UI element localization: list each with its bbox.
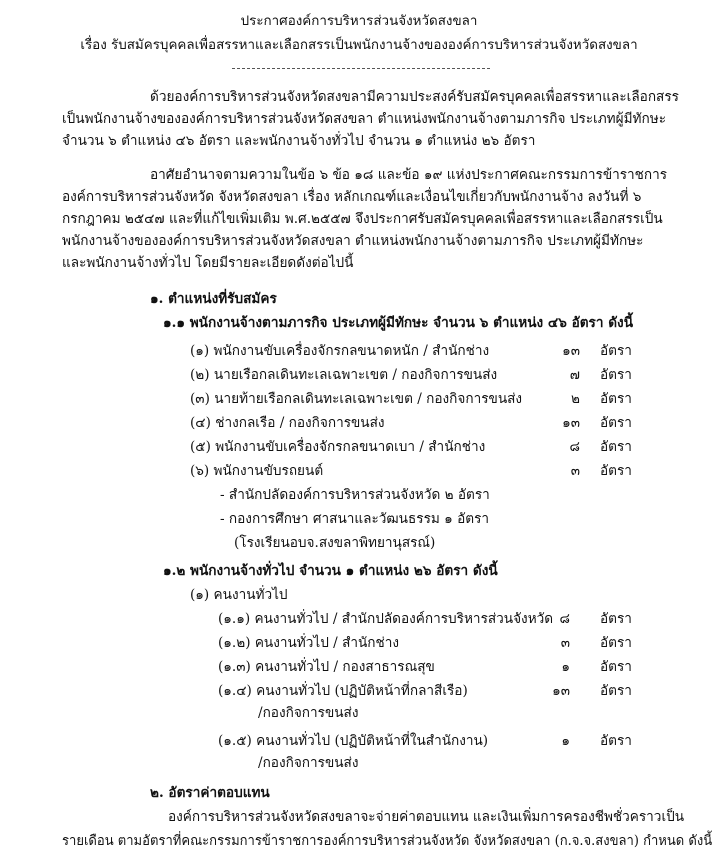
s12-item5-unit: อัตรา [600, 733, 632, 749]
s12-item4-unit: อัตรา [600, 683, 632, 699]
s11-item4-label: (๔) ช่างกลเรือ / กองกิจการขนส่ง [190, 415, 385, 431]
s11-item6-unit: อัตรา [600, 463, 632, 479]
s11-item2-label: (๒) นายเรือกลเดินทะเลเฉพาะเขต / กองกิจการขนส่ง [190, 367, 498, 383]
s11-item1-count: ๑๓ [562, 343, 580, 359]
intro-p2-line2: องค์การบริหารส่วนจังหวัด จังหวัดสงขลา เรื่อง หลักเกณฑ์และเงื่อนไขเกี่ยวกับพนักงานจ้าง ลงวันที่ ๖ [62, 189, 642, 205]
intro-p2-line4: พนักงานจ้างขององค์การบริหารส่วนจังหวัดสงขลา ตำแหน่งพนักงานจ้างตามภารกิจ ประเภทผู้มีทักษะ [62, 233, 644, 249]
s12-group: (๑) คนงานทั่วไป [190, 587, 288, 603]
section1-title: ๑. ตำแหน่งที่รับสมัคร [150, 291, 277, 307]
s11-item3-label: (๓) นายท้ายเรือกลเดินทะเลเฉพาะเขต / กองกิจการขนส่ง [190, 391, 523, 407]
s11-item5-count: ๘ [569, 439, 580, 455]
intro-p1-line3: จำนวน ๖ ตำแหน่ง ๔๖ อัตรา และพนักงานจ้างทั่วไป จำนวน ๑ ตำแหน่ง ๒๖ อัตรา [62, 133, 536, 149]
section2-title: ๒. อัตราค่าตอบแทน [150, 785, 270, 801]
s11-item3-unit: อัตรา [600, 391, 632, 407]
s11-detail2: - กองการศึกษา ศาสนาและวัฒนธรรม ๑ อัตรา [220, 511, 490, 527]
s12-item3-label: (๑.๓) คนงานทั่วไป / กองสาธารณสุข [218, 659, 435, 675]
s11-item4-count: ๑๓ [562, 415, 580, 431]
s11-detail3: (โรงเรียนอบจ.สงขลาพิทยานุสรณ์) [234, 535, 436, 551]
s11-item5-unit: อัตรา [600, 439, 632, 455]
s12-item3-unit: อัตรา [600, 659, 632, 675]
section2-line1: องค์การบริหารส่วนจังหวัดสงขลาจะจ่ายค่าตอบแทน และเงินเพิ่มการครองชีพชั่วคราวเป็น [168, 809, 685, 825]
intro-p2-line5: และพนักงานจ้างทั่วไป โดยมีรายละเอียดดังต่อไปนี้ [62, 255, 354, 271]
announcement-subject: เรื่อง รับสมัครบุคคลเพื่อสรรหาและเลือกสรรเป็นพนักงานจ้างขององค์การบริหารส่วนจังหวัดสงขลา [80, 38, 638, 53]
s11-item2-count: ๗ [569, 367, 580, 383]
s11-item1-unit: อัตรา [600, 343, 632, 359]
s11-detail1: - สำนักปลัดองค์การบริหารส่วนจังหวัด ๒ อัตรา [220, 487, 490, 503]
s12-item2-count: ๓ [560, 635, 570, 651]
s12-item5-label: (๑.๕) คนงานทั่วไป (ปฏิบัติหน้าที่ในสำนักงาน) [218, 733, 489, 749]
s12-item2-unit: อัตรา [600, 635, 632, 651]
s12-item2-label: (๑.๒) คนงานทั่วไป / สำนักช่าง [218, 635, 400, 651]
s12-item4-label: (๑.๔) คนงานทั่วไป (ปฏิบัติหน้าที่กลาสีเรือ) [218, 683, 468, 699]
s11-item4-unit: อัตรา [600, 415, 632, 431]
section1-2-title: ๑.๒ พนักงานจ้างทั่วไป จำนวน ๑ ตำแหน่ง ๒๖ อัตรา ดังนี้ [163, 563, 498, 579]
section2-line2: รายเดือน ตามอัตราที่คณะกรรมการข้าราชการองค์การบริหารส่วนจังหวัด จังหวัดสงขลา (ก.จ.จ.สงขลา) กำหนด ดังนี้ [62, 833, 713, 849]
s11-item6-label: (๖) พนักงานขับรถยนต์ [190, 463, 324, 479]
s11-item1-label: (๑) พนักงานขับเครื่องจักรกลขนาดหนัก / สำนักช่าง [190, 343, 490, 359]
s11-item5-label: (๕) พนักงานขับเครื่องจักรกลขนาดเบา / สำนักช่าง [190, 439, 486, 455]
s11-item2-unit: อัตรา [600, 367, 632, 383]
s11-item3-count: ๒ [571, 391, 580, 407]
section1-1-title: ๑.๑ พนักงานจ้างตามภารกิจ ประเภทผู้มีทักษะ จำนวน ๖ ตำแหน่ง ๔๖ อัตรา ดังนี้ [163, 315, 633, 331]
intro-p2-line3: กรกฎาคม ๒๕๔๗ และที่แก้ไขเพิ่มเติม พ.ศ.๒๕๕๗ จึงประกาศรับสมัครบุคคลเพื่อสรรหาและเลือกสรรเป็น [62, 211, 663, 227]
s12-item1-count: ๘ [559, 611, 570, 627]
s11-item6-count: ๓ [570, 463, 580, 479]
s12-item3-count: ๑ [561, 659, 570, 675]
announcement-title: ประกาศองค์การบริหารส่วนจังหวัดสงขลา [240, 14, 478, 29]
s12-item4-count: ๑๓ [552, 683, 570, 699]
intro-p2-line1: อาศัยอำนาจตามความในข้อ ๖ ข้อ ๑๘ และข้อ ๑๙ แห่งประกาศคณะกรรมการข้าราชการ [150, 167, 668, 183]
s12-item4-cont: /กองกิจการขนส่ง [258, 705, 359, 721]
header-separator [232, 68, 490, 69]
s12-item1-unit: อัตรา [600, 611, 632, 627]
intro-p1-line1: ด้วยองค์การบริหารส่วนจังหวัดสงขลามีความประสงค์รับสมัครบุคคลเพื่อสรรหาและเลือกสรร [150, 89, 679, 105]
intro-p1-line2: เป็นพนักงานจ้างขององค์การบริหารส่วนจังหวัดสงขลา ตำแหน่งพนักงานจ้างตามภารกิจ ประเภทผู้มีทักษะ [62, 111, 666, 127]
s12-item5-count: ๑ [561, 733, 570, 749]
s12-item5-cont: /กองกิจการขนส่ง [258, 755, 359, 771]
s12-item1-label: (๑.๑) คนงานทั่วไป / สำนักปลัดองค์การบริหารส่วนจังหวัด [218, 611, 554, 627]
